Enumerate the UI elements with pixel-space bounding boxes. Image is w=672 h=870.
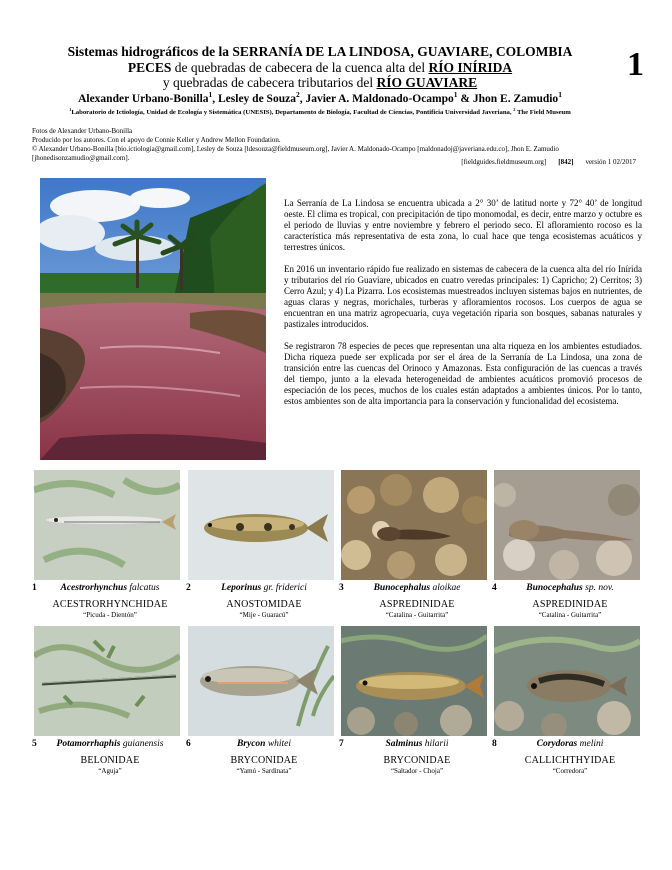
species-family: ASPREDINIDAE <box>379 599 455 610</box>
species-photo-6 <box>188 626 334 736</box>
species-epithet: guianensis <box>120 739 164 749</box>
species-epithet: melini <box>577 739 604 749</box>
title-line-1: Sistemas hidrográficos de la SERRANÍA DE LA LINDOSA, GUAVIARE, COLOMBIA <box>67 44 573 59</box>
title-rio-guaviare: RÍO GUAVIARE <box>376 75 478 90</box>
version-date: versión 1 02/2017 <box>585 158 636 166</box>
author: Lesley de Souza$^2$, <box>218 90 306 105</box>
title-line-2-text: de quebradas de cabecera de la cuenca alta del <box>171 60 429 75</box>
species-common-name: “Aguja” <box>98 767 122 775</box>
hero-landscape-photo <box>40 178 266 460</box>
species-photo-5 <box>34 626 180 736</box>
intro-paragraph: Se registraron 78 especies de peces que representan una alta riqueza en los ambientes estudiados. Dicha riqueza puede ser explicada por ser el área de la Serranía de La Lindosa, una zona de transición entre las cuencas del Orinoco y Amazonas. Esta configuración de las cuencas a través del tiempo, junto a la elevada heterogeneidad de ambientes acuáticos promovió procesos de especiación de los peces, muchos de los cuales están adaptados a ambientes únicos. Por lo tanto, estos ambientes son de alta importancia para la conservación y funcionalidad del ecosistema. <box>284 341 642 406</box>
species-family: CALLICHTHYIDAE <box>524 755 616 766</box>
species-caption-5 <box>34 739 186 775</box>
species-epithet: gr. friderici <box>261 583 307 593</box>
title-line-3 <box>20 75 620 90</box>
species-epithet: hilarii <box>422 739 449 749</box>
author: Alexander Urbano-Bonilla$^1$, <box>78 90 218 105</box>
intro-paragraph: En 2016 un inventario rápido fue realizado en sistemas de cabecera de la cuenca alta del río Inírida y tributarios del río Guaviare, ubicados en cuatro veredas principales: 1) Capricho; 2) Cerritos; 3) Cerro Azul; y 4) La Pizarra. Los ecosistemas muestreados incluyen sistemas bajos en nutrientes, de aguas claras y negras, morichales, turberas y afloramientos rocosos. Los cuerpos de agua se encuentran en una matriz agropecuaria, cuya vegetación riparia son bosques, sabanas naturales y pastizales introducidos. <box>284 264 642 329</box>
title-rio-inirida: RÍO INÍRIDA <box>428 60 513 75</box>
copyright-line-2: [jhonedisonzamudio@gmail.com]. <box>32 154 130 162</box>
intro-text <box>284 198 642 418</box>
species-genus: Corydoras <box>536 739 578 749</box>
species-genus: Bunocephalus <box>526 583 583 593</box>
species-family: ACESTRORHYNCHIDAE <box>52 599 168 610</box>
species-common-name: “Saltador - Choja” <box>390 767 444 775</box>
species-photo-3 <box>341 470 487 580</box>
species-epithet: sp. nov. <box>582 583 614 593</box>
photo-credit: Fotos de Alexander Urbano-Bonilla <box>32 127 133 135</box>
species-family: BELONIDAE <box>80 755 140 766</box>
species-caption-6 <box>188 739 340 775</box>
guide-meta <box>449 158 636 166</box>
species-common-name: “Yamú - Sardinata” <box>236 767 292 775</box>
species-epithet: whitei <box>265 739 292 749</box>
species-photo-8 <box>494 626 640 736</box>
species-genus: Acestrorhynchus <box>60 583 128 593</box>
page-header <box>20 44 620 117</box>
guide-id: [842] <box>558 158 574 166</box>
species-photo-4 <box>494 470 640 580</box>
species-number: 4 <box>492 583 497 593</box>
species-epithet: aloikae <box>430 583 461 593</box>
species-number: 7 <box>339 739 344 749</box>
species-family: ANOSTOMIDAE <box>226 599 302 610</box>
species-number: 5 <box>32 739 37 749</box>
species-caption-1 <box>34 583 186 619</box>
author: Javier A. Maldonado-Ocampo$^1$ & <box>305 90 473 105</box>
intro-paragraph: La Serranía de La Lindosa se encuentra ubicada a 2° 30’ de latitud norte y 72° 40’ de longitud oeste. El clima es tropical, con precipitación de tipo monomodal, es decir, entre marzo y octubre es el periodo de lluvias y entre noviembre y febrero el periodo seco. El afloramiento rocoso es la característica más representativa de esta zona, lo cual hace que tenga ecosistemas acuáticos y terrestres únicos. <box>284 198 642 252</box>
species-family: ASPREDINIDAE <box>532 599 608 610</box>
title-line-3-text: y quebradas de cabecera tributarios del <box>162 75 377 90</box>
species-family: BRYCONIDAE <box>383 755 451 766</box>
species-genus: Leporinus <box>221 583 262 593</box>
species-number: 1 <box>32 583 37 593</box>
species-common-name: “Mije - Guaracú” <box>239 611 289 619</box>
species-caption-3 <box>341 583 493 619</box>
species-number: 6 <box>186 739 191 749</box>
species-genus: Salminus <box>385 739 423 749</box>
title-line-2 <box>20 60 620 75</box>
author: Jhon E. Zamudio$^1$ <box>472 90 562 105</box>
copyright-line: © Alexander Urbano-Bonilla [bio.ictiologia@gmail.com], Lesley de Souza [ldesouza@fieldmuseum.org], Javier A. Maldonado-Ocampo [maldonadoj@javeriana.edu.co], Jhon E. Zamudio <box>32 145 559 153</box>
species-genus: Bunocephalus <box>373 583 431 593</box>
species-caption-8 <box>494 739 646 775</box>
species-caption-2 <box>188 583 340 619</box>
species-genus: Brycon <box>236 739 266 749</box>
species-number: 2 <box>186 583 191 593</box>
species-common-name: “Picuda - Dientón” <box>83 611 137 619</box>
species-caption-4 <box>494 583 646 619</box>
species-common-name: “Corredora” <box>552 767 588 775</box>
title-peces: PECES <box>127 60 172 75</box>
species-genus: Potamorrhaphis <box>56 739 121 749</box>
species-number: 3 <box>339 583 344 593</box>
author-list <box>20 92 620 107</box>
species-photo-2 <box>188 470 334 580</box>
species-common-name: “Catalina - Guitarrita” <box>538 611 602 619</box>
species-family: BRYCONIDAE <box>230 755 298 766</box>
production-credit: Producido por los autores. Con el apoyo de Connie Keller y Andrew Mellon Foundation. <box>32 136 281 144</box>
species-photo-7 <box>341 626 487 736</box>
site-url[interactable]: [fieldguides.fieldmuseum.org] <box>461 158 547 166</box>
species-caption-7 <box>341 739 493 775</box>
species-number: 8 <box>492 739 497 749</box>
species-common-name: “Catalina - Guitarrita” <box>385 611 449 619</box>
species-photo-1 <box>34 470 180 580</box>
affiliations: $^1$Laboratorio de Ictiología, Unidad de Ecología y Sistemática (UNESIS), Departamento de Biología, Facultad de Ciencias, Pontificia Universidad Javeriana, $^2$ The Field Museum <box>69 106 571 116</box>
page-number: 1 <box>627 46 644 83</box>
species-epithet: falcatus <box>127 583 160 593</box>
